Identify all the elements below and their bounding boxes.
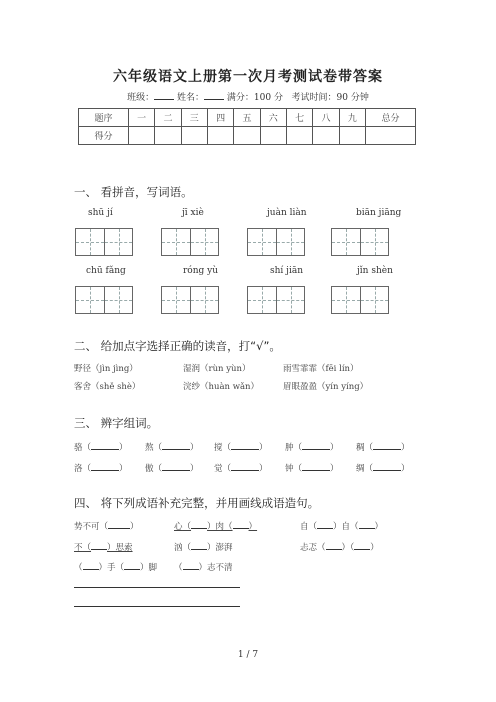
score-value-row — [79, 127, 416, 145]
score-input-cell[interactable] — [260, 127, 286, 145]
section-3-heading: 三、 辨字组词。 — [74, 416, 159, 430]
word-item — [285, 441, 339, 453]
answer-blank[interactable] — [162, 462, 190, 471]
idiom-text: ）（ — [341, 543, 355, 553]
answer-blank[interactable] — [231, 441, 259, 450]
section-4-heading: 四、 将下列成语补充完整，并用画线成语造句。 — [74, 496, 320, 510]
close-paren: ） — [190, 443, 199, 453]
score-row-label: 得分 — [79, 127, 129, 145]
word-char: 肿（ — [285, 443, 303, 453]
word-item — [145, 441, 199, 453]
score-cell: 七 — [286, 109, 312, 127]
idiom-text-underlined: ）思索 — [107, 543, 133, 553]
idiom-text: 忐忑（ — [300, 543, 326, 553]
sentence-line[interactable] — [74, 606, 240, 607]
word-item — [356, 462, 410, 474]
answer-blank[interactable] — [124, 561, 140, 570]
pinyin-label: shū jí — [88, 208, 113, 218]
section-2-heading: 二、 给加点字选择正确的读音，打“√”。 — [74, 339, 281, 353]
score-input-cell[interactable] — [365, 127, 415, 145]
exam-info — [0, 90, 496, 103]
score-input-cell[interactable] — [339, 127, 365, 145]
class-label: 班级： — [127, 93, 155, 103]
score-header-row — [79, 109, 416, 127]
score-cell: 总分 — [365, 109, 415, 127]
idiom-text: ）手（ — [98, 563, 125, 573]
answer-blank[interactable] — [183, 561, 199, 570]
answer-blank[interactable] — [317, 520, 333, 529]
reading-item[interactable]: 雨雪霏霏（fēi lín） — [283, 364, 359, 374]
reading-item[interactable]: 湿润（rùn yùn） — [183, 364, 251, 374]
writing-grid[interactable] — [161, 228, 219, 256]
answer-blank[interactable] — [302, 462, 330, 471]
word-item — [74, 462, 128, 474]
word-item — [145, 462, 199, 474]
score-cell: 五 — [234, 109, 260, 127]
word-item — [356, 441, 410, 453]
word-item — [214, 441, 268, 453]
idiom-item — [300, 520, 383, 532]
writing-grid[interactable] — [331, 286, 389, 314]
pinyin-label: chū fǎng — [86, 266, 126, 276]
score-cell: 一 — [128, 109, 154, 127]
word-char: 钟（ — [285, 464, 303, 474]
answer-blank[interactable] — [91, 462, 119, 471]
page-number: 1 / 7 — [237, 650, 259, 660]
pinyin-label: jǐn shèn — [357, 266, 393, 276]
answer-blank[interactable] — [91, 441, 119, 450]
idiom-text: ）脚 — [140, 563, 158, 573]
reading-item[interactable]: 眉眼盈盈（yín yíng） — [283, 382, 369, 392]
score-cell: 六 — [260, 109, 286, 127]
word-char: 骆（ — [74, 443, 92, 453]
name-label: 姓名： — [177, 93, 205, 103]
writing-grid[interactable] — [331, 228, 389, 256]
close-paren: ） — [119, 443, 128, 453]
answer-blank[interactable] — [191, 520, 207, 529]
idiom-text: ）澎湃 — [207, 543, 233, 553]
score-input-cell[interactable] — [207, 127, 233, 145]
sentence-line[interactable] — [74, 587, 240, 588]
answer-blank[interactable] — [302, 441, 330, 450]
word-item — [74, 441, 128, 453]
score-input-cell[interactable] — [181, 127, 207, 145]
idiom-text: 自（ — [300, 522, 318, 532]
idiom-item — [74, 520, 139, 532]
score-cell: 三 — [181, 109, 207, 127]
reading-item[interactable]: 客舍（shě shè） — [74, 382, 141, 392]
idiom-item — [74, 561, 157, 573]
page-title: 六年级语文上册第一次月考测试卷带答案 — [113, 69, 383, 85]
idiom-text: ）志不清 — [198, 563, 233, 573]
idiom-text-underlined: ）肉（ — [207, 522, 233, 532]
name-blank[interactable] — [204, 90, 224, 100]
idiom-item — [174, 561, 233, 573]
close-paren: ） — [190, 464, 199, 474]
score-cell: 题序 — [79, 109, 129, 127]
word-char: 洛（ — [74, 464, 92, 474]
answer-blank[interactable] — [373, 441, 401, 450]
score-input-cell[interactable] — [155, 127, 181, 145]
writing-grid[interactable] — [247, 228, 305, 256]
answer-blank[interactable] — [108, 520, 130, 529]
reading-item[interactable]: 浣纱（huàn wǎn） — [183, 382, 260, 392]
pinyin-label: róng yù — [183, 266, 219, 276]
idiom-text-underlined: （ — [182, 522, 192, 532]
idiom-text: ）自（ — [333, 522, 359, 532]
word-char: 熬（ — [145, 443, 163, 453]
idiom-item — [300, 541, 379, 553]
idiom-text: （ — [74, 563, 83, 573]
answer-blank[interactable] — [354, 541, 370, 550]
answer-blank[interactable] — [373, 462, 401, 471]
score-cell: 九 — [339, 109, 365, 127]
answer-blank[interactable] — [162, 441, 190, 450]
idiom-text-underlined: 不 — [74, 543, 83, 553]
idiom-text-underlined: ） — [248, 522, 258, 532]
answer-blank[interactable] — [326, 541, 342, 550]
word-char: 傲（ — [145, 464, 163, 474]
close-paren: ） — [259, 464, 268, 474]
word-item — [214, 462, 268, 474]
idiom-text: ） — [374, 522, 384, 532]
idiom-item — [74, 541, 133, 553]
score-input-cell[interactable] — [234, 127, 260, 145]
idiom-text: 汹（ — [174, 543, 192, 553]
idiom-text: ） — [370, 543, 379, 553]
answer-blank[interactable] — [231, 462, 259, 471]
close-paren: ） — [119, 464, 128, 474]
writing-grid[interactable] — [247, 286, 305, 314]
score-cell: 八 — [313, 109, 339, 127]
writing-grid[interactable] — [161, 286, 219, 314]
class-blank[interactable] — [154, 90, 174, 100]
word-item — [285, 462, 339, 474]
idiom-text: （ — [174, 563, 183, 573]
score-cell: 二 — [155, 109, 181, 127]
close-paren: ） — [259, 443, 268, 453]
answer-blank[interactable] — [359, 520, 375, 529]
close-paren: ） — [401, 443, 410, 453]
pinyin-label: shí jiān — [270, 266, 303, 276]
idiom-item — [174, 541, 233, 553]
answer-blank[interactable] — [83, 561, 99, 570]
score-input-cell[interactable] — [128, 127, 154, 145]
word-char: 搅（ — [214, 443, 232, 453]
reading-item[interactable]: 野径（jìn jìng） — [74, 364, 138, 374]
score-cell: 四 — [207, 109, 233, 127]
answer-blank[interactable] — [191, 541, 207, 550]
writing-grid[interactable] — [75, 228, 133, 256]
idiom-text: ） — [130, 522, 139, 532]
pinyin-label: jī xiè — [182, 208, 204, 218]
pinyin-label: biān jiāng — [356, 208, 402, 218]
score-label: 满分：100 分 — [226, 93, 283, 103]
idiom-text-underlined: 心 — [174, 522, 183, 532]
answer-blank[interactable] — [233, 520, 249, 529]
idiom-text-underlined: （ — [82, 543, 92, 553]
pinyin-label: juàn liàn — [267, 208, 307, 218]
close-paren: ） — [401, 464, 410, 474]
idiom-text: 势不可（ — [74, 522, 109, 532]
time-label: 考试时间：90 分钟 — [291, 93, 369, 103]
close-paren: ） — [330, 464, 339, 474]
answer-blank[interactable] — [91, 541, 107, 550]
score-input-cell[interactable] — [286, 127, 312, 145]
score-input-cell[interactable] — [313, 127, 339, 145]
word-char: 绸（ — [356, 464, 374, 474]
word-char: 稠（ — [356, 443, 374, 453]
word-char: 觉（ — [214, 464, 232, 474]
close-paren: ） — [330, 443, 339, 453]
writing-grid[interactable] — [75, 286, 133, 314]
section-1-heading: 一、 看拼音，写词语。 — [74, 185, 193, 199]
score-table — [78, 108, 416, 145]
idiom-item — [174, 520, 257, 532]
